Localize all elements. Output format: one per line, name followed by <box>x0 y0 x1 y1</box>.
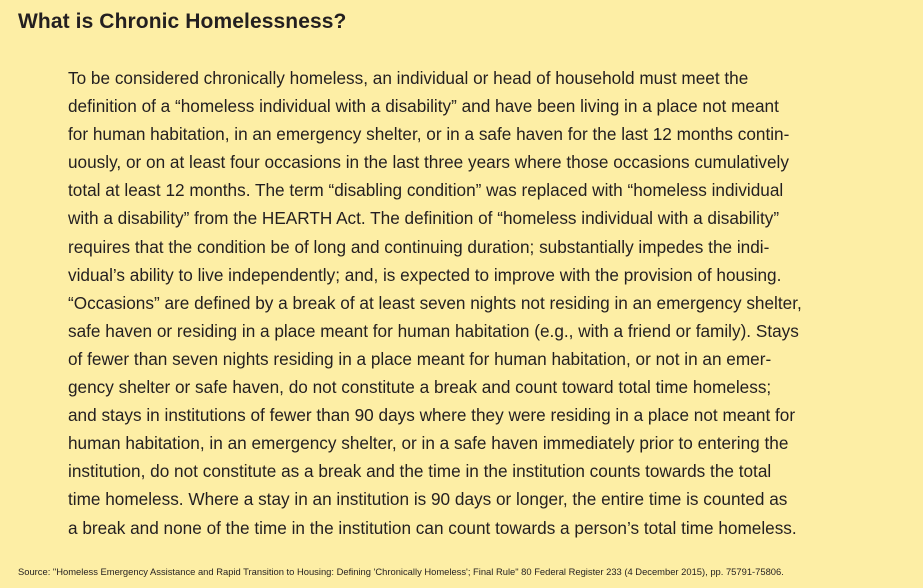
page-title: What is Chronic Homelessness? <box>18 10 347 33</box>
paragraph-line: uously, or on at least four occasions in the last three years where those occasions cumulatively <box>68 152 789 173</box>
paragraph-line: with a disability” from the HEARTH Act. The definition of “homeless individual with a disability” <box>68 208 780 229</box>
paragraph-line: time homeless. Where a stay in an institution is 90 days or longer, the entire time is counted as <box>68 489 788 510</box>
source-citation: Source: "Homeless Emergency Assistance and Rapid Transition to Housing: Defining 'Chronically Homeless'; Final Rule" 80 Federal Register 233 (4 December 2015), pp. 75791-75806. <box>18 566 784 577</box>
paragraph-line: safe haven or residing in a place meant for human habitation (e.g., with a friend or family). Stays <box>68 320 799 341</box>
paragraph-line: definition of a “homeless individual with a disability” and have been living in a place not meant <box>68 96 779 117</box>
paragraph-line: “Occasions” are defined by a break of at least seven nights not residing in an emergency shelter, <box>68 292 802 313</box>
definition-paragraph <box>68 64 888 542</box>
paragraph-line: total at least 12 months. The term “disabling condition” was replaced with “homeless individual <box>68 180 784 201</box>
paragraph-line: requires that the condition be of long and continuing duration; substantially impedes the indi- <box>68 236 770 257</box>
paragraph-line: and stays in institutions of fewer than 90 days where they were residing in a place not meant for <box>68 405 796 426</box>
paragraph-line: for human habitation, in an emergency shelter, or in a safe haven for the last 12 months contin- <box>68 124 790 145</box>
paragraph-line: vidual’s ability to live independently; and, is expected to improve with the provision of housing. <box>68 264 782 285</box>
paragraph-line: institution, do not constitute as a break and the time in the institution counts towards the total <box>68 461 772 482</box>
paragraph-line: To be considered chronically homeless, an individual or head of household must meet the <box>68 68 749 88</box>
paragraph-line: of fewer than seven nights residing in a place meant for human habitation, or not in an emer- <box>68 348 772 369</box>
paragraph-line: gency shelter or safe haven, do not constitute a break and count toward total time homeless; <box>68 377 772 398</box>
paragraph-line: a break and none of the time in the institution can count towards a person’s total time homeless. <box>68 517 797 538</box>
paragraph-line: human habitation, in an emergency shelter, or in a safe haven immediately prior to entering the <box>68 433 789 454</box>
